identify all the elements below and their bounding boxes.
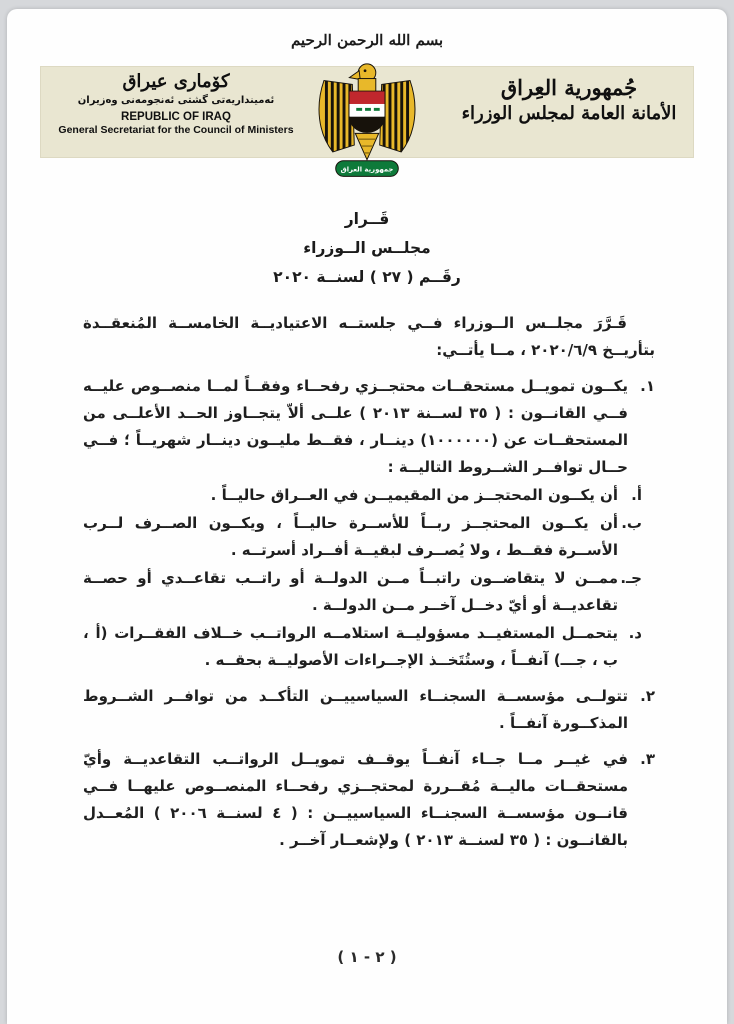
list-item-1 — [83, 373, 655, 481]
item-1c-letter: جـ. — [620, 569, 642, 587]
emblem-scroll-text: جمهورية العراق — [340, 165, 394, 174]
list-item-1b — [83, 510, 642, 564]
decree-body — [83, 310, 655, 854]
list-item-2 — [83, 683, 655, 737]
list-item-1d — [83, 620, 642, 674]
iraq-coat-of-arms-icon — [308, 59, 426, 192]
decree-title-number-year: رقَــم ( ٢٧ ) لسنــة ٢٠٢٠ — [273, 268, 461, 286]
item-1d-text: يتحمــل المستفيــد مسؤوليــة استلامــه الرواتــب خــلاف الفقــرات (أ ، ب ، جـــ) آنفــاً ، وستُتَخــذ الإجــراءات الأصوليــة بحقــه . — [83, 624, 618, 669]
item-1b-text: أن يكــون المحتجــز ربــاً للأســرة حاليــاً ، ويكــون الصــرف لــرب الأســرة فقــط ، ولا يُصــرف لبقيــة أفــراد أسرتــه . — [83, 514, 618, 559]
item-1a-text: أن يكــون المحتجــز من المقيميــن في العــراق حاليــاً . — [210, 486, 618, 504]
english-secretariat-subtitle: General Secretariat for the Council of Ministers — [58, 124, 294, 137]
letterhead-banner — [40, 66, 694, 174]
bismillah-calligraphy: بسم الله الرحمن الرحيم — [290, 31, 444, 49]
item-1d-letter: د. — [628, 624, 642, 642]
decree-title-block — [7, 210, 727, 286]
item-2-number: ٢. — [640, 687, 655, 705]
item-1c-text: ممــن لا يتقاضــون راتبــاً مــن الدولــة أو راتــب تقاعــدي أو حصــة تقاعديــة أو أيّ دخــل آخــر مــن الدولــة . — [83, 569, 618, 614]
item-1-text: يكــون تمويــل مستحقــات محتجــزي رفحــاء وفقــاً لمــا منصــوص عليــه فــي القانــون : ( ٣٥ لســنة ٢٠١٣ ) علــى ألاّ يتجــاوز الحــد الأعلــى من المستحقــات عن (١٠٠٠٠٠٠) دينــار ، فقــط مليــون دينــار شهريــاً ؛ فــي حــال توافــر الشــروط التاليــة : — [83, 377, 629, 476]
document-page — [7, 9, 727, 1024]
item-3-text: في غيــر مــا جــاء آنفــاً يوقــف تمويــل الرواتــب التقاعديــة وأيّ مستحقــات ماليــة مُقــررة لمحتجــزي رفحــاء المنصــوص عليهــا فــي قانــون مؤسســة السجنــاء السياسييــن : ( ٤ لسنــة ٢٠٠٦ ) المُعــدل بالقانــون : ( ٣٥ لسنــة ٢٠١٣ ) ولإشعــار آخــر . — [83, 750, 629, 849]
kurdish-republic-title: كۆماری عیراق — [122, 71, 230, 92]
list-item-1c — [83, 565, 642, 619]
kurdish-secretariat-subtitle: ئەمینداریەتی گشتی ئەنجومەنی وەزیران — [77, 94, 275, 106]
item-1b-letter: ب. — [621, 514, 642, 532]
arabic-republic-title: جُمهورية العِراق — [500, 75, 638, 100]
item-2-text: تتولــى مؤسســة السجنــاء السياسييــن التأكــد من توافــر الشــروط المذكــورة آنفــاً . — [83, 687, 628, 732]
item-3-number: ٣. — [640, 750, 655, 768]
item-1-number: ١. — [640, 377, 655, 395]
decree-title-council: مجلــس الــوزراء — [303, 239, 431, 257]
page-number: ( ٢ - ١ ) — [337, 948, 397, 966]
arabic-secretariat-subtitle: الأمانة العامة لمجلس الوزراء — [461, 103, 677, 125]
list-item-3 — [83, 746, 655, 854]
letterhead-arabic-block — [450, 74, 688, 126]
english-republic-title: REPUBLIC OF IRAQ — [121, 110, 231, 123]
item-1a-letter: أ. — [631, 486, 642, 504]
list-item-1a — [83, 482, 642, 509]
letterhead-kurdish-english-block — [46, 72, 306, 138]
decree-title-word: قَــرار — [344, 210, 390, 228]
decree-intro-paragraph: قَـرَّرَ مجلــس الــوزراء فــي جلستــه الاعتياديــة الخامســة المُنعقــدة بتأريــخ ٢٠٢٠/٦/٩ ، مــا يأتــي: — [83, 314, 655, 359]
